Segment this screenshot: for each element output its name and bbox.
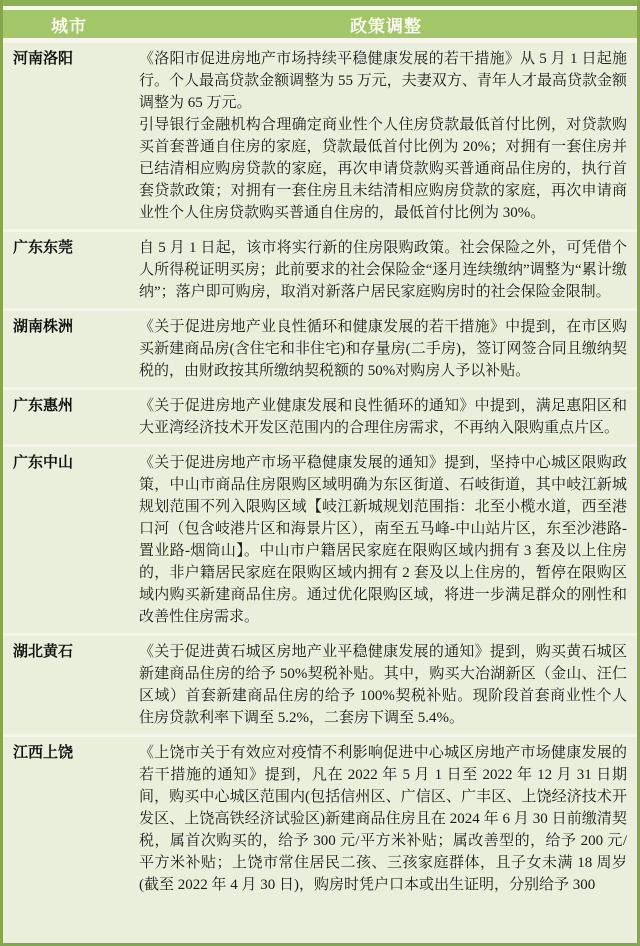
policy-paragraph: 引导银行金融机构合理确定商业性个人住房贷款最低首付比例，对贷款购买首套普通自住房的家庭，贷款最低首付比例为 20%；对拥有一套住房并已结清相应购房贷款的家庭，再次申请贷款购买普通商品住房的，执行首套贷款政策；对拥有一套住房且未结清相应购房贷款的家庭，再次申请商业性个人住房贷款购买普通自住房的，最低首付比例为 30%。 [139,117,627,221]
policy-cell [135,43,637,229]
policy-paragraph: 《关于促进房地产业健康发展和良性循环的通知》中提到，满足惠阳区和大亚湾经济技术开发区范围内的合理住房需求，不再纳入限购重点片区。 [139,398,627,436]
policy-paragraph: 《关于促进黄石城区房地产业平稳健康发展的通知》提到，购买黄石城区新建商品住房的给予 50%契税补贴。其中，购买大冶湖新区（金山、汪仁区域）首套新建商品住房的给予 100%契税补贴。现阶段首套商业性个人住房贷款利率下调至 5.2%，二套房下调至 5.4%。 [139,644,627,726]
policy-cell [135,636,637,734]
table-header [3,10,637,43]
policy-cell [135,311,637,387]
table-row [3,311,637,390]
policy-paragraph: 《关于促进房地产市场平稳健康发展的通知》提到，坚持中心城区限购政策，中山市商品住房限购区域明确为东区街道、石岐街道，其中岐江新城规划范围不列入限购区域【岐江新城规划范围指：北至小榄水道，西至港口河（包含岐港片区和海景片区），南至五马峰-中山站片区，东至沙港路-置业路-烟筒山】。中山市户籍居民家庭在限购区域内拥有 3 套及以上住房的，非户籍居民家庭在限购区域内拥有 2 套及以上住房的，暂停在限购区域内购买新建商品住房。通过优化限购区域，将进一步满足群众的刚性和改善性住房需求。 [139,455,627,625]
policy-cell [135,737,637,943]
table-row [3,447,637,636]
city-cell: 湖北黄石 [13,644,74,660]
policy-paragraph: 《上饶市关于有效应对疫情不利影响促进中心城区房地产市场健康发展的若干措施的通知》提到，凡在 2022 年 5 月 1 日至 2022 年 12 月 31 日期间，购买中心城区范围内(包括信州区、广信区、广丰区、上饶经济技术开发区、上饶高铁经济试验区)新建商品住房且在 2024 年 6 月 30 日前缴清契税，属首次购买的，给予 300 元/平方米补贴；属改善型的，给予 200 元/平方米补贴；上饶市常住居民二孩、三孩家庭群体，且子女未满 18 周岁(截至 2022 年 4 月 30 日)，购房时凭户口本或出生证明，分别给予 300 [139,745,627,893]
table-body [3,43,637,943]
policy-cell [135,447,637,633]
table-row [3,737,637,943]
city-cell: 广东惠州 [13,398,74,414]
header-policy: 政策调整 [350,16,422,36]
city-cell: 广东中山 [13,455,74,471]
table-top-border [3,0,637,10]
city-cell: 江西上饶 [13,745,74,761]
policy-paragraph: 《洛阳市促进房地产市场持续平稳健康发展的若干措施》从 5 月 1 日起施行。个人最高贷款金额调整为 55 万元，夫妻双方、青年人才最高贷款金额调整为 65 万元。 [139,51,627,111]
table-row [3,232,637,311]
table-row [3,636,637,737]
policy-cell [135,232,637,308]
table-row [3,390,637,447]
table-row [3,43,637,232]
policy-paragraph: 自 5 月 1 日起，该市将实行新的住房限购政策。社会保险之外，可凭借个人所得税证明买房；此前要求的社会保险金“逐月连续缴纳”调整为“累计缴纳”；落户即可购房，取消对新落户居民家庭购房时的社会保险金限制。 [139,240,627,300]
policy-cell [135,390,637,444]
policy-paragraph: 《关于促进房地产业良性循环和健康发展的若干措施》中提到，在市区购买新建商品房(含住宅和非住宅)和存量房(二手房)，签订网签合同且缴纳契税的，由财政按其所缴纳契税额的 50%对购房人予以补贴。 [139,319,627,379]
header-city: 城市 [51,16,87,36]
city-cell: 河南洛阳 [13,51,74,67]
city-cell: 广东东莞 [13,240,74,256]
city-cell: 湖南株洲 [13,319,74,335]
